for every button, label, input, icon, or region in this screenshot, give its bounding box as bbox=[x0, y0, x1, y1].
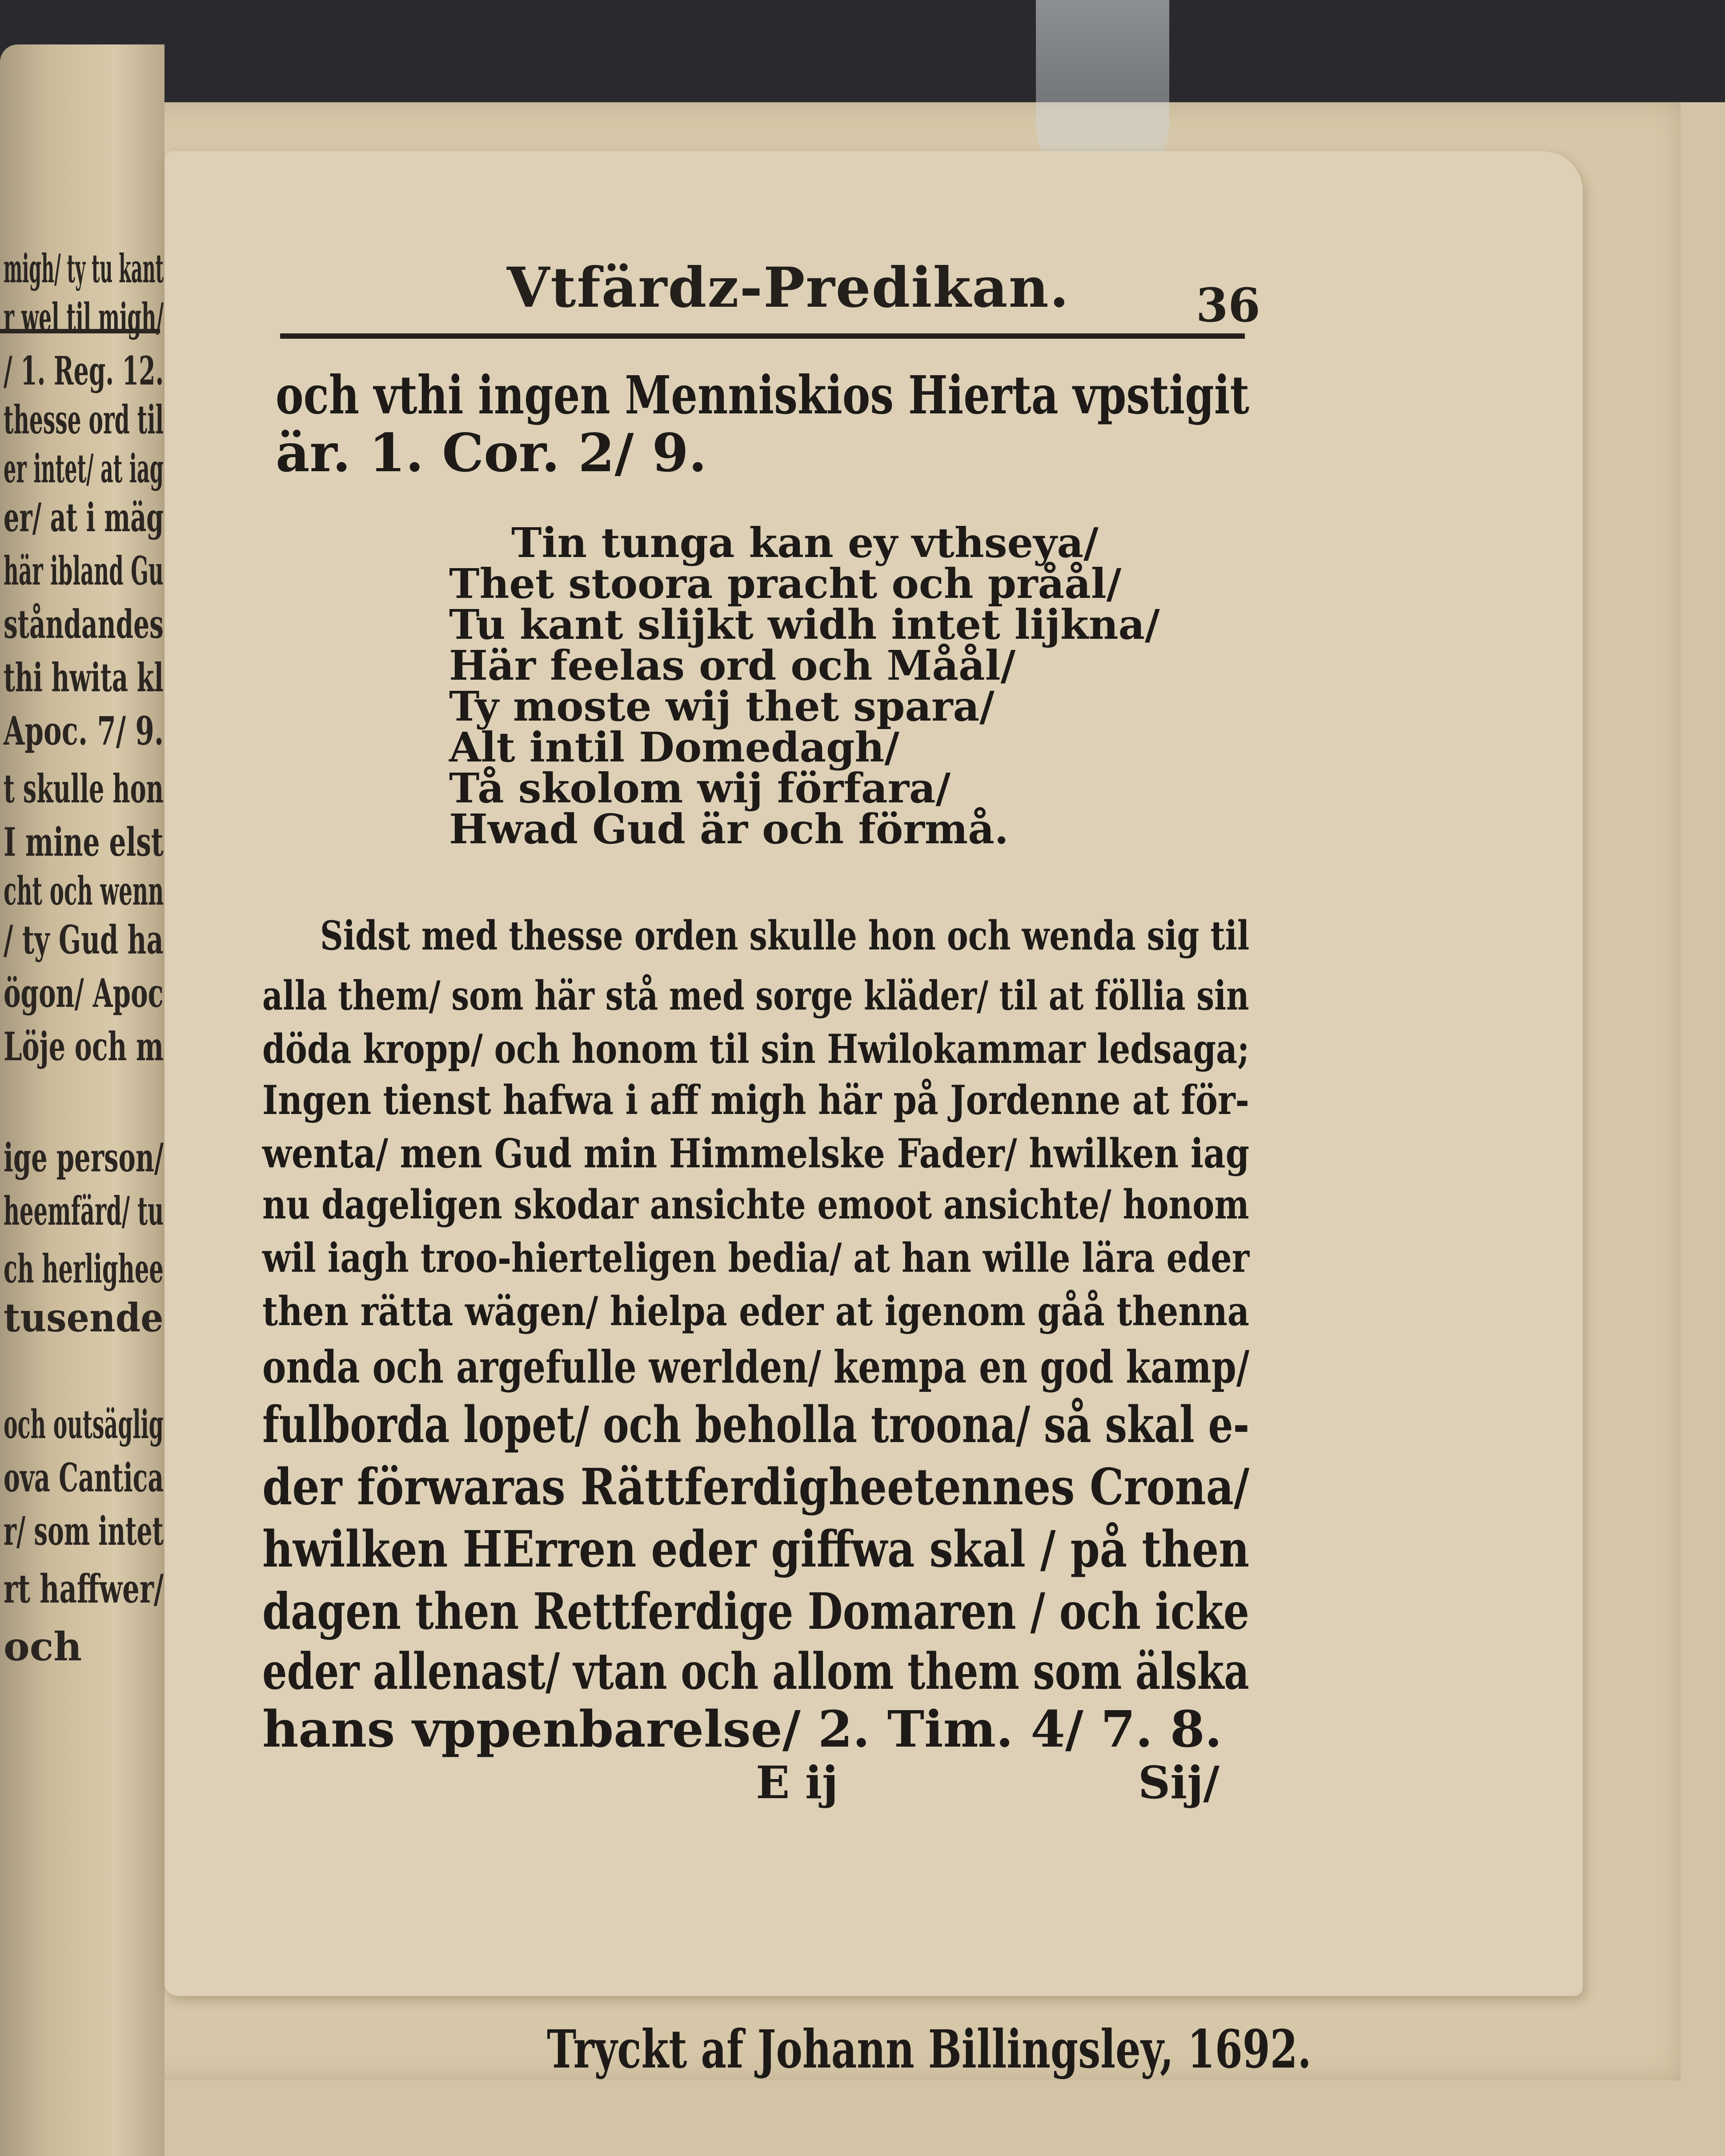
left-page-fragment: och bbox=[4, 1623, 82, 1670]
left-page-fragment: r wel til migh/ bbox=[4, 294, 164, 341]
left-page-fragment: rt haffwer/ bbox=[4, 1566, 164, 1612]
imprint-line: Tryckt af Johann Billingsley, 1692. bbox=[547, 2018, 1312, 2080]
paragraph-line: döda kropp/ och honom til sin Hwilokammar ledsaga; bbox=[262, 1026, 1250, 1073]
paragraph-line: wenta/ men Gud min Himmelske Fader/ hwilken iag bbox=[262, 1130, 1250, 1177]
verse-line: Här feelas ord och Måål/ bbox=[449, 641, 1016, 689]
left-page-fragment: t skulle hon bbox=[4, 765, 164, 812]
paragraph-line: wil iagh troo-hierteligen bedia/ at han wille lära eder bbox=[262, 1234, 1250, 1282]
head-rule bbox=[280, 333, 1245, 339]
running-head-title: Vtfärdz-Predikan. bbox=[507, 256, 1070, 320]
opening-line-1: och vthi ingen Menniskios Hierta vpstigit bbox=[276, 364, 1249, 426]
paragraph-line: hans vppenbarelse/ 2. Tim. 4/ 7. 8. bbox=[262, 1700, 1222, 1759]
verse-line: Tå skolom wij förfara/ bbox=[449, 764, 951, 812]
left-page-fragment: och outsäglig bbox=[4, 1401, 164, 1447]
paragraph-line: eder allenast/ vtan och allom them som älska bbox=[262, 1643, 1249, 1701]
paragraph-line: Sidst med thesse orden skulle hon och wenda sig til bbox=[320, 912, 1250, 959]
left-page-fragment: ögon/ Apoc bbox=[4, 970, 164, 1016]
left-page-fragment: thi hwita kl bbox=[4, 654, 164, 701]
verse-line: Ty moste wij thet spara/ bbox=[449, 682, 995, 730]
left-page-fragment: ova Cantica bbox=[4, 1455, 164, 1501]
paragraph-line: onda och argefulle werlden/ kempa en god kamp/ bbox=[262, 1341, 1250, 1393]
paragraph-line: nu dageligen skodar ansichte emoot ansichte/ honom bbox=[262, 1181, 1249, 1228]
paragraph-line: fulborda lopet/ och beholla troona/ så skal e- bbox=[262, 1396, 1250, 1454]
left-page-fragment: här ibland Gu bbox=[4, 548, 164, 594]
left-page-fragment: ch herlighee bbox=[4, 1246, 164, 1292]
verse-line: Alt intil Domedagh/ bbox=[449, 723, 899, 771]
left-page-fragment: / 1. Reg. 12. bbox=[4, 348, 164, 394]
paragraph-line: hwilken HErren eder giffwa skal / på then bbox=[262, 1520, 1250, 1579]
left-page-fragment: thesse ord til bbox=[4, 397, 164, 443]
paragraph-line: Ingen tienst hafwa i aff migh här på Jordenne at för- bbox=[262, 1077, 1249, 1124]
left-page-fragment: migh/ ty tu kant bbox=[4, 245, 164, 292]
paragraph-line: alla them/ som här stå med sorge kläder/ til at föllia sin bbox=[262, 972, 1249, 1019]
paragraph-line: dagen then Rettferdige Domaren / och icke bbox=[262, 1583, 1249, 1641]
left-page-fragment: cht och wenn bbox=[4, 868, 164, 914]
left-page-fragment: heemfärd/ tu bbox=[4, 1188, 164, 1234]
opening-line-2: är. 1. Cor. 2/ 9. bbox=[276, 422, 707, 484]
verse-line: Tin tunga kan ey vthseya/ bbox=[511, 519, 1099, 567]
verse-line: Thet stoora pracht och pråål/ bbox=[449, 560, 1122, 608]
signature-mark: E ij bbox=[756, 1756, 838, 1809]
left-page-fragment: er intet/ at iag bbox=[4, 445, 164, 492]
left-facing-page bbox=[0, 44, 164, 2156]
catchword: Sij/ bbox=[1138, 1756, 1220, 1809]
left-page-fragment: ige person/ bbox=[4, 1134, 164, 1181]
left-page-fragment: tusende bbox=[4, 1294, 164, 1341]
left-page-fragment: ståndandes bbox=[4, 601, 164, 647]
left-page-fragment: I mine elst bbox=[4, 819, 164, 865]
left-page-fragment: er/ at i mäg bbox=[4, 494, 164, 541]
verse-line: Tu kant slijkt widh intet lijkna/ bbox=[449, 601, 1160, 649]
left-page-fragment: Apoc. 7/ 9. bbox=[4, 708, 164, 754]
left-page-fragment: / ty Gud ha bbox=[4, 917, 164, 963]
paragraph-line: der förwaras Rättferdigheetennes Crona/ bbox=[262, 1458, 1250, 1516]
left-page-fragment: Löje och m bbox=[4, 1023, 164, 1070]
page-number: 36 bbox=[1196, 278, 1260, 333]
paragraph-line: then rätta wägen/ hielpa eder at igenom gåå thenna bbox=[262, 1288, 1250, 1335]
verse-line: Hwad Gud är och förmå. bbox=[449, 805, 1009, 853]
left-page-fragment: r/ som intet bbox=[4, 1508, 164, 1554]
